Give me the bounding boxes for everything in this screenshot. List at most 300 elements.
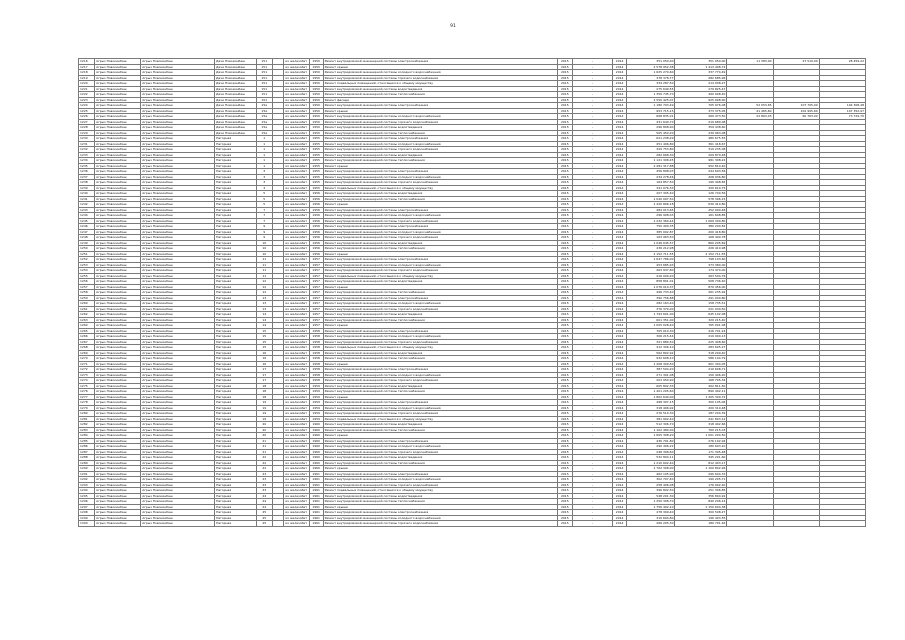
- table-cell: 1251: [79, 251, 95, 257]
- table-cell: Агрыз Новокинбаш: [141, 103, 215, 109]
- table-cell: 226 410,98: [675, 246, 727, 252]
- table-cell: 1959: [309, 383, 323, 389]
- table-cell: 2015: [557, 394, 572, 400]
- table-cell: -: [572, 136, 612, 142]
- table-cell: -: [572, 444, 612, 450]
- table-cell: 1950: [309, 125, 323, 131]
- table-cell: 16: [256, 356, 272, 362]
- table-cell: 269 473,50: [675, 114, 727, 120]
- table-cell: Агрыз Новокинбаш: [95, 59, 141, 65]
- table-cell: 22: [256, 460, 272, 466]
- table-cell: из железобет: [284, 389, 309, 395]
- table-cell: 1269: [79, 350, 95, 356]
- table-cell: 2014: [613, 224, 627, 230]
- table-cell: -: [572, 361, 612, 367]
- table-cell: 2014: [613, 64, 627, 70]
- table-cell: 207 305,40: [627, 191, 675, 197]
- table-cell: Агрыз Новокинбаш: [141, 125, 215, 131]
- table-cell: 705 010,30: [627, 328, 675, 334]
- table-cell: 2015: [557, 130, 572, 136]
- table-cell: -: [572, 70, 612, 76]
- table-cell: 2014: [613, 488, 627, 494]
- table-cell: 190 205,71: [675, 477, 727, 483]
- table-cell: 2014: [613, 295, 627, 301]
- table-cell: 2015: [557, 400, 572, 406]
- table-cell: -: [572, 521, 612, 527]
- table-cell: -: [572, 372, 612, 378]
- table-cell: из железобет: [284, 114, 309, 120]
- table-cell: Нагорная: [215, 400, 257, 406]
- table-cell: 210 608,71: [675, 367, 727, 373]
- table-cell: из железобет: [284, 510, 309, 516]
- table-cell: Агрыз Новокинбаш: [141, 383, 215, 389]
- table-cell: 378 378,77: [627, 75, 675, 81]
- table-cell: Нагорная: [215, 427, 257, 433]
- table-cell: из железобет: [284, 152, 309, 158]
- table-cell: 345 201,60: [675, 455, 727, 461]
- table-cell: 1960: [309, 460, 323, 466]
- table-cell: 2014: [613, 339, 627, 345]
- table-cell: из железобет: [284, 477, 309, 483]
- table-cell: Агрыз Новокинбаш: [141, 251, 215, 257]
- table-cell: 2015: [557, 290, 572, 296]
- table-cell: 1956: [309, 224, 323, 230]
- table-cell: Агрыз Новокинбаш: [141, 196, 215, 202]
- table-cell: Ремонт внутридомовой инженерной системы электроснабжения: [323, 471, 557, 477]
- table-cell: Нагорная: [215, 504, 257, 510]
- table-cell: 291 040,80: [675, 295, 727, 301]
- table-cell: 1297: [79, 504, 95, 510]
- table-cell: Ремонт внутридомовой инженерной системы холодного водоснабжения: [323, 405, 557, 411]
- table-cell: 2 152 711,55: [627, 251, 675, 257]
- table-cell: 2015: [557, 334, 572, 340]
- table-cell: 9: [256, 229, 272, 235]
- table-cell: 508 736,40: [675, 279, 727, 285]
- table-cell: из железобет: [284, 356, 309, 362]
- table-cell: 1958: [309, 356, 323, 362]
- table-cell: Нагорная: [215, 191, 257, 197]
- table-cell: 2014: [613, 482, 627, 488]
- table-cell: Ремонт крыши: [323, 466, 557, 472]
- table-cell: 2015: [557, 466, 572, 472]
- table-cell: 2015: [557, 427, 572, 433]
- table-cell: Ремонт внутридомовой инженерной системы горячего водоснабжения: [323, 339, 557, 345]
- table-cell: -: [572, 389, 612, 395]
- table-cell: Ремонт внутридомовой инженерной системы теплоснабжения: [323, 158, 557, 164]
- table-cell: 1 647 786,00: [627, 257, 675, 263]
- table-cell: 1287: [79, 449, 95, 455]
- table-cell: 387 504,20: [627, 367, 675, 373]
- table-cell: 1956: [309, 191, 323, 197]
- table-cell: Агрыз Новокинбаш: [141, 499, 215, 505]
- table-cell: Нагорная: [215, 389, 257, 395]
- table-cell: -: [572, 119, 612, 125]
- table-cell: 1960: [309, 455, 323, 461]
- table-cell: 1228: [79, 125, 95, 131]
- table-cell: 2014: [613, 257, 627, 263]
- table-cell: 2014: [613, 97, 627, 103]
- table-cell: 1219: [79, 75, 95, 81]
- table-cell: Агрыз Новокинбаш: [95, 444, 141, 450]
- table-cell: 1284: [79, 433, 95, 439]
- table-cell: 2015: [557, 488, 572, 494]
- table-cell: 2014: [613, 515, 627, 521]
- table-cell: -: [572, 235, 612, 241]
- table-cell: 1261: [79, 306, 95, 312]
- table-cell: 1256: [79, 279, 95, 285]
- table-cell: 1955: [309, 158, 323, 164]
- table-cell: Ремонт внутридомовой инженерной системы холодного водоснабжения: [323, 477, 557, 483]
- table-cell: из железобет: [284, 169, 309, 175]
- table-cell: 161 608,85: [675, 213, 727, 219]
- table-cell: Нагорная: [215, 224, 257, 230]
- table-cell: 1 102 480,00: [627, 427, 675, 433]
- table-cell: Дачи Новокинбаш: [215, 59, 257, 65]
- table-cell: Агрыз Новокинбаш: [95, 328, 141, 334]
- table-cell: 1223: [79, 97, 95, 103]
- table-cell: Нагорная: [215, 438, 257, 444]
- table-cell: 1957: [309, 323, 323, 329]
- table-cell: 2015: [557, 422, 572, 428]
- table-cell: из железобет: [284, 191, 309, 197]
- table-cell: Ремонт внутридомовой инженерной системы электроснабжения: [323, 510, 557, 516]
- table-cell: Ремонт внутридомовой инженерной системы теплоснабжения: [323, 290, 557, 296]
- table-cell: Агрыз Новокинбаш: [95, 471, 141, 477]
- table-cell: из железобет: [284, 125, 309, 131]
- table-cell: 2015: [557, 312, 572, 318]
- table-cell: из железобет: [284, 383, 309, 389]
- table-cell: 2 152 711,55: [675, 251, 727, 257]
- table-cell: -: [572, 125, 612, 131]
- table-cell: 2014: [613, 240, 627, 246]
- table-cell: 1262: [79, 312, 95, 318]
- table-cell: Агрыз Новокинбаш: [141, 405, 215, 411]
- table-cell: Агрыз Новокинбаш: [141, 163, 215, 169]
- table-cell: Агрыз Новокинбаш: [141, 455, 215, 461]
- table-cell: Агрыз Новокинбаш: [141, 504, 215, 510]
- table-cell: Нагорная: [215, 471, 257, 477]
- table-cell: Нагорная: [215, 273, 257, 279]
- table-cell: Ремонт внутридомовой инженерной системы электроснабжения: [323, 207, 557, 213]
- table-cell: Агрыз Новокинбаш: [141, 422, 215, 428]
- table-cell: 1956: [309, 240, 323, 246]
- table-cell: 266 205,30: [627, 521, 675, 527]
- table-cell: 2014: [613, 158, 627, 164]
- table-cell: 248 308,60: [627, 449, 675, 455]
- table-cell: 361 418,67: [675, 141, 727, 147]
- table-cell: 1222: [79, 92, 95, 98]
- table-cell: 2015: [557, 103, 572, 109]
- table-cell: Агрыз Новокинбаш: [95, 422, 141, 428]
- table-cell: 2015: [557, 224, 572, 230]
- table-cell: Нагорная: [215, 405, 257, 411]
- table-cell: -: [572, 284, 612, 290]
- table-cell: Ремонт крыши: [323, 163, 557, 169]
- table-cell: Агрыз Новокинбаш: [95, 405, 141, 411]
- table-cell: 1 232 360,44: [627, 218, 675, 224]
- table-cell: из железобет: [284, 273, 309, 279]
- table-cell: Нагорная: [215, 328, 257, 334]
- table-cell: 1273: [79, 372, 95, 378]
- table-cell: 1226: [79, 114, 95, 120]
- table-cell: 1950: [309, 86, 323, 92]
- table-cell: 381 902,40: [627, 416, 675, 422]
- table-cell: Нагорная: [215, 174, 257, 180]
- table-cell: -: [572, 75, 612, 81]
- table-cell: 24: [256, 493, 272, 499]
- table-cell: 2015: [557, 75, 572, 81]
- table-cell: Ремонт крыши: [323, 361, 557, 367]
- table-cell: Агрыз Новокинбаш: [95, 92, 141, 98]
- table-cell: 1285: [79, 438, 95, 444]
- table-cell: 2014: [613, 323, 627, 329]
- table-cell: 1959: [309, 400, 323, 406]
- table-cell: 765 001,08: [675, 323, 727, 329]
- table-cell: Агрыз Новокинбаш: [141, 279, 215, 285]
- table-cell: 10: [256, 251, 272, 257]
- table-cell: 13: [256, 295, 272, 301]
- table-cell: Ремонт внутридомовой инженерной системы холодного водоснабжения: [323, 114, 557, 120]
- table-cell: 705 976,08: [675, 103, 727, 109]
- table-cell: Нагорная: [215, 268, 257, 274]
- table-cell: Агрыз Новокинбаш: [95, 510, 141, 516]
- table-cell: 1 250 308,70: [627, 499, 675, 505]
- table-cell: 12: [256, 279, 272, 285]
- table-cell: 1218: [79, 70, 95, 76]
- table-cell: 107 705,00: [773, 103, 819, 109]
- table-cell: Агрыз Новокинбаш: [141, 460, 215, 466]
- table-cell: Ремонт внутридомовой инженерной системы горячего водоснабжения: [323, 235, 557, 241]
- table-cell: из железобет: [284, 229, 309, 235]
- table-cell: 1291: [79, 471, 95, 477]
- table-cell: 1 040 097,50: [627, 196, 675, 202]
- table-cell: Агрыз Новокинбаш: [141, 510, 215, 516]
- table-cell: 2015: [557, 350, 572, 356]
- table-cell: из железобет: [284, 504, 309, 510]
- table-cell: -: [572, 257, 612, 263]
- table-cell: 1234: [79, 158, 95, 164]
- table-cell: 2015: [557, 317, 572, 323]
- table-cell: 271 301,08: [627, 372, 675, 378]
- table-cell: Нагорная: [215, 372, 257, 378]
- table-cell: 21: [256, 449, 272, 455]
- table-cell: 1274: [79, 378, 95, 384]
- table-cell: из железобет: [284, 163, 309, 169]
- table-cell: Ремонт внутридомовой инженерной системы холодного водоснабжения: [323, 334, 557, 340]
- table-cell: 24: [256, 499, 272, 505]
- table-cell: из железобет: [284, 70, 309, 76]
- table-cell: из железобет: [284, 367, 309, 373]
- table-cell: Агрыз Новокинбаш: [95, 169, 141, 175]
- table-cell: Нагорная: [215, 141, 257, 147]
- table-cell: -: [572, 510, 612, 516]
- table-cell: из железобет: [284, 180, 309, 186]
- table-cell: Агрыз Новокинбаш: [95, 64, 141, 70]
- table-cell: 1: [256, 141, 272, 147]
- table-cell: 2014: [613, 70, 627, 76]
- table-cell: 436 701,80: [627, 438, 675, 444]
- table-cell: Нагорная: [215, 147, 257, 153]
- table-cell: 2015: [557, 240, 572, 246]
- table-cell: 2014: [613, 394, 627, 400]
- table-cell: 296 808,90: [627, 125, 675, 131]
- table-cell: 151: [256, 59, 272, 65]
- table-cell: Агрыз Новокинбаш: [141, 81, 215, 87]
- table-cell: 2014: [613, 411, 627, 417]
- table-cell: -: [572, 97, 612, 103]
- table-cell: 20: [256, 433, 272, 439]
- table-cell: Ремонт внутридомовой инженерной системы водоотведения: [323, 152, 557, 158]
- table-cell: 1960: [309, 433, 323, 439]
- table-cell: 107 352,97: [819, 108, 865, 114]
- table-cell: Агрыз Новокинбаш: [95, 515, 141, 521]
- table-cell: Агрыз Новокинбаш: [141, 191, 215, 197]
- table-cell: -: [572, 438, 612, 444]
- table-cell: 478 309,40: [627, 510, 675, 516]
- table-cell: Агрыз Новокинбаш: [141, 180, 215, 186]
- table-cell: 290 406,22: [627, 444, 675, 450]
- table-cell: Агрыз Новокинбаш: [95, 493, 141, 499]
- table-cell: 21: [256, 438, 272, 444]
- table-cell: 52 053,65: [727, 103, 773, 109]
- table-cell: 2015: [557, 361, 572, 367]
- table-cell: 1232: [79, 147, 95, 153]
- table-cell: 1 005 028,40: [627, 323, 675, 329]
- table-cell: Ремонт внутридомовой инженерной системы водоотведения: [323, 312, 557, 318]
- table-cell: Агрыз Новокинбаш: [95, 251, 141, 257]
- table-cell: 2015: [557, 108, 572, 114]
- table-cell: 2015: [557, 119, 572, 125]
- table-cell: Агрыз Новокинбаш: [95, 482, 141, 488]
- table-cell: 2015: [557, 383, 572, 389]
- table-cell: -: [572, 251, 612, 257]
- table-cell: Агрыз Новокинбаш: [95, 136, 141, 142]
- table-cell: из железобет: [284, 405, 309, 411]
- table-cell: Агрыз Новокинбаш: [141, 86, 215, 92]
- table-cell: 1961: [309, 471, 323, 477]
- table-cell: 7: [256, 207, 272, 213]
- table-cell: 2014: [613, 383, 627, 389]
- table-cell: 2014: [613, 433, 627, 439]
- table-cell: -: [572, 262, 612, 268]
- table-cell: из железобет: [284, 108, 309, 114]
- table-cell: Дачи Новокинбаш: [215, 119, 257, 125]
- table-cell: 158 735,51: [675, 301, 727, 307]
- table-cell: 234 278,46: [627, 174, 675, 180]
- table-cell: 2015: [557, 169, 572, 175]
- table-cell: 19: [256, 416, 272, 422]
- table-cell: -: [572, 460, 612, 466]
- table-cell: 1282: [79, 422, 95, 428]
- table-cell: Агрыз Новокинбаш: [141, 411, 215, 417]
- table-cell: 300 508,27: [675, 510, 727, 516]
- table-cell: Агрыз Новокинбаш: [141, 119, 215, 125]
- table-cell: 1960: [309, 449, 323, 455]
- table-cell: 1957: [309, 257, 323, 263]
- table-cell: Агрыз Новокинбаш: [141, 400, 215, 406]
- table-cell: 456 898,03: [627, 169, 675, 175]
- table-cell: 1: [256, 163, 272, 169]
- table-cell: Агрыз Новокинбаш: [141, 350, 215, 356]
- table-cell: Агрыз Новокинбаш: [95, 268, 141, 274]
- table-cell: 1957: [309, 273, 323, 279]
- table-cell: 258 406,08: [627, 482, 675, 488]
- table-cell: -: [572, 86, 612, 92]
- table-cell: 2014: [613, 235, 627, 241]
- table-cell: из железобет: [284, 350, 309, 356]
- table-cell: из железобет: [284, 499, 309, 505]
- table-cell: Ремонт внутридомовой инженерной системы холодного водоснабжения: [323, 444, 557, 450]
- table-cell: 208 936,80: [675, 174, 727, 180]
- table-cell: [773, 521, 819, 527]
- table-cell: 23: [256, 482, 272, 488]
- table-cell: 296 908,03: [627, 213, 675, 219]
- table-cell: 2014: [613, 246, 627, 252]
- table-cell: Нагорная: [215, 207, 257, 213]
- table-cell: 60 763,00: [773, 114, 819, 120]
- table-cell: 23: [256, 477, 272, 483]
- table-cell: 2014: [613, 268, 627, 274]
- table-cell: Агрыз Новокинбаш: [95, 290, 141, 296]
- table-cell: 2014: [613, 196, 627, 202]
- table-cell: Нагорная: [215, 499, 257, 505]
- table-cell: -: [572, 477, 612, 483]
- table-cell: Нагорная: [215, 323, 257, 329]
- table-cell: Агрыз Новокинбаш: [95, 196, 141, 202]
- table-cell: Ремонт внутридомовой инженерной системы водоотведения: [323, 493, 557, 499]
- table-cell: из железобет: [284, 339, 309, 345]
- table-cell: из железобет: [284, 416, 309, 422]
- table-cell: из железобет: [284, 251, 309, 257]
- table-cell: Нагорная: [215, 169, 257, 175]
- table-cell: из железобет: [284, 240, 309, 246]
- table-cell: 1 756 402,10: [627, 504, 675, 510]
- table-cell: -: [572, 163, 612, 169]
- table-cell: Нагорная: [215, 334, 257, 340]
- table-cell: 20: [256, 422, 272, 428]
- table-cell: 2015: [557, 295, 572, 301]
- table-cell: Ремонт внутридомовой инженерной системы водоотведения: [323, 125, 557, 131]
- table-cell: 2014: [613, 169, 627, 175]
- table-cell: Агрыз Новокинбаш: [95, 70, 141, 76]
- table-cell: 9: [256, 224, 272, 230]
- table-cell: 1281: [79, 416, 95, 422]
- table-cell: 1959: [309, 389, 323, 395]
- table-cell: -: [572, 427, 612, 433]
- table-cell: Ремонт внутридомовой инженерной системы водоотведения: [323, 86, 557, 92]
- table-cell: 18: [256, 383, 272, 389]
- table-cell: 275 649,55: [627, 86, 675, 92]
- table-cell: 168 705,34: [675, 378, 727, 384]
- table-cell: Дачи Новокинбаш: [215, 103, 257, 109]
- table-cell: Нагорная: [215, 251, 257, 257]
- table-cell: Нагорная: [215, 356, 257, 362]
- table-cell: 2014: [613, 405, 627, 411]
- table-cell: 1248: [79, 235, 95, 241]
- table-cell: Агрыз Новокинбаш: [141, 471, 215, 477]
- table-cell: Агрыз Новокинбаш: [141, 174, 215, 180]
- table-cell: 1957: [309, 290, 323, 296]
- table-cell: 2015: [557, 262, 572, 268]
- table-cell: 2015: [557, 279, 572, 285]
- table-cell: Агрыз Новокинбаш: [95, 224, 141, 230]
- table-cell: 1300: [79, 521, 95, 527]
- table-cell: 1950: [309, 81, 323, 87]
- table-cell: Агрыз Новокинбаш: [95, 449, 141, 455]
- table-cell: 2014: [613, 504, 627, 510]
- table-cell: Ремонт внутридомовой инженерной системы электроснабжения: [323, 224, 557, 230]
- table-cell: -: [572, 174, 612, 180]
